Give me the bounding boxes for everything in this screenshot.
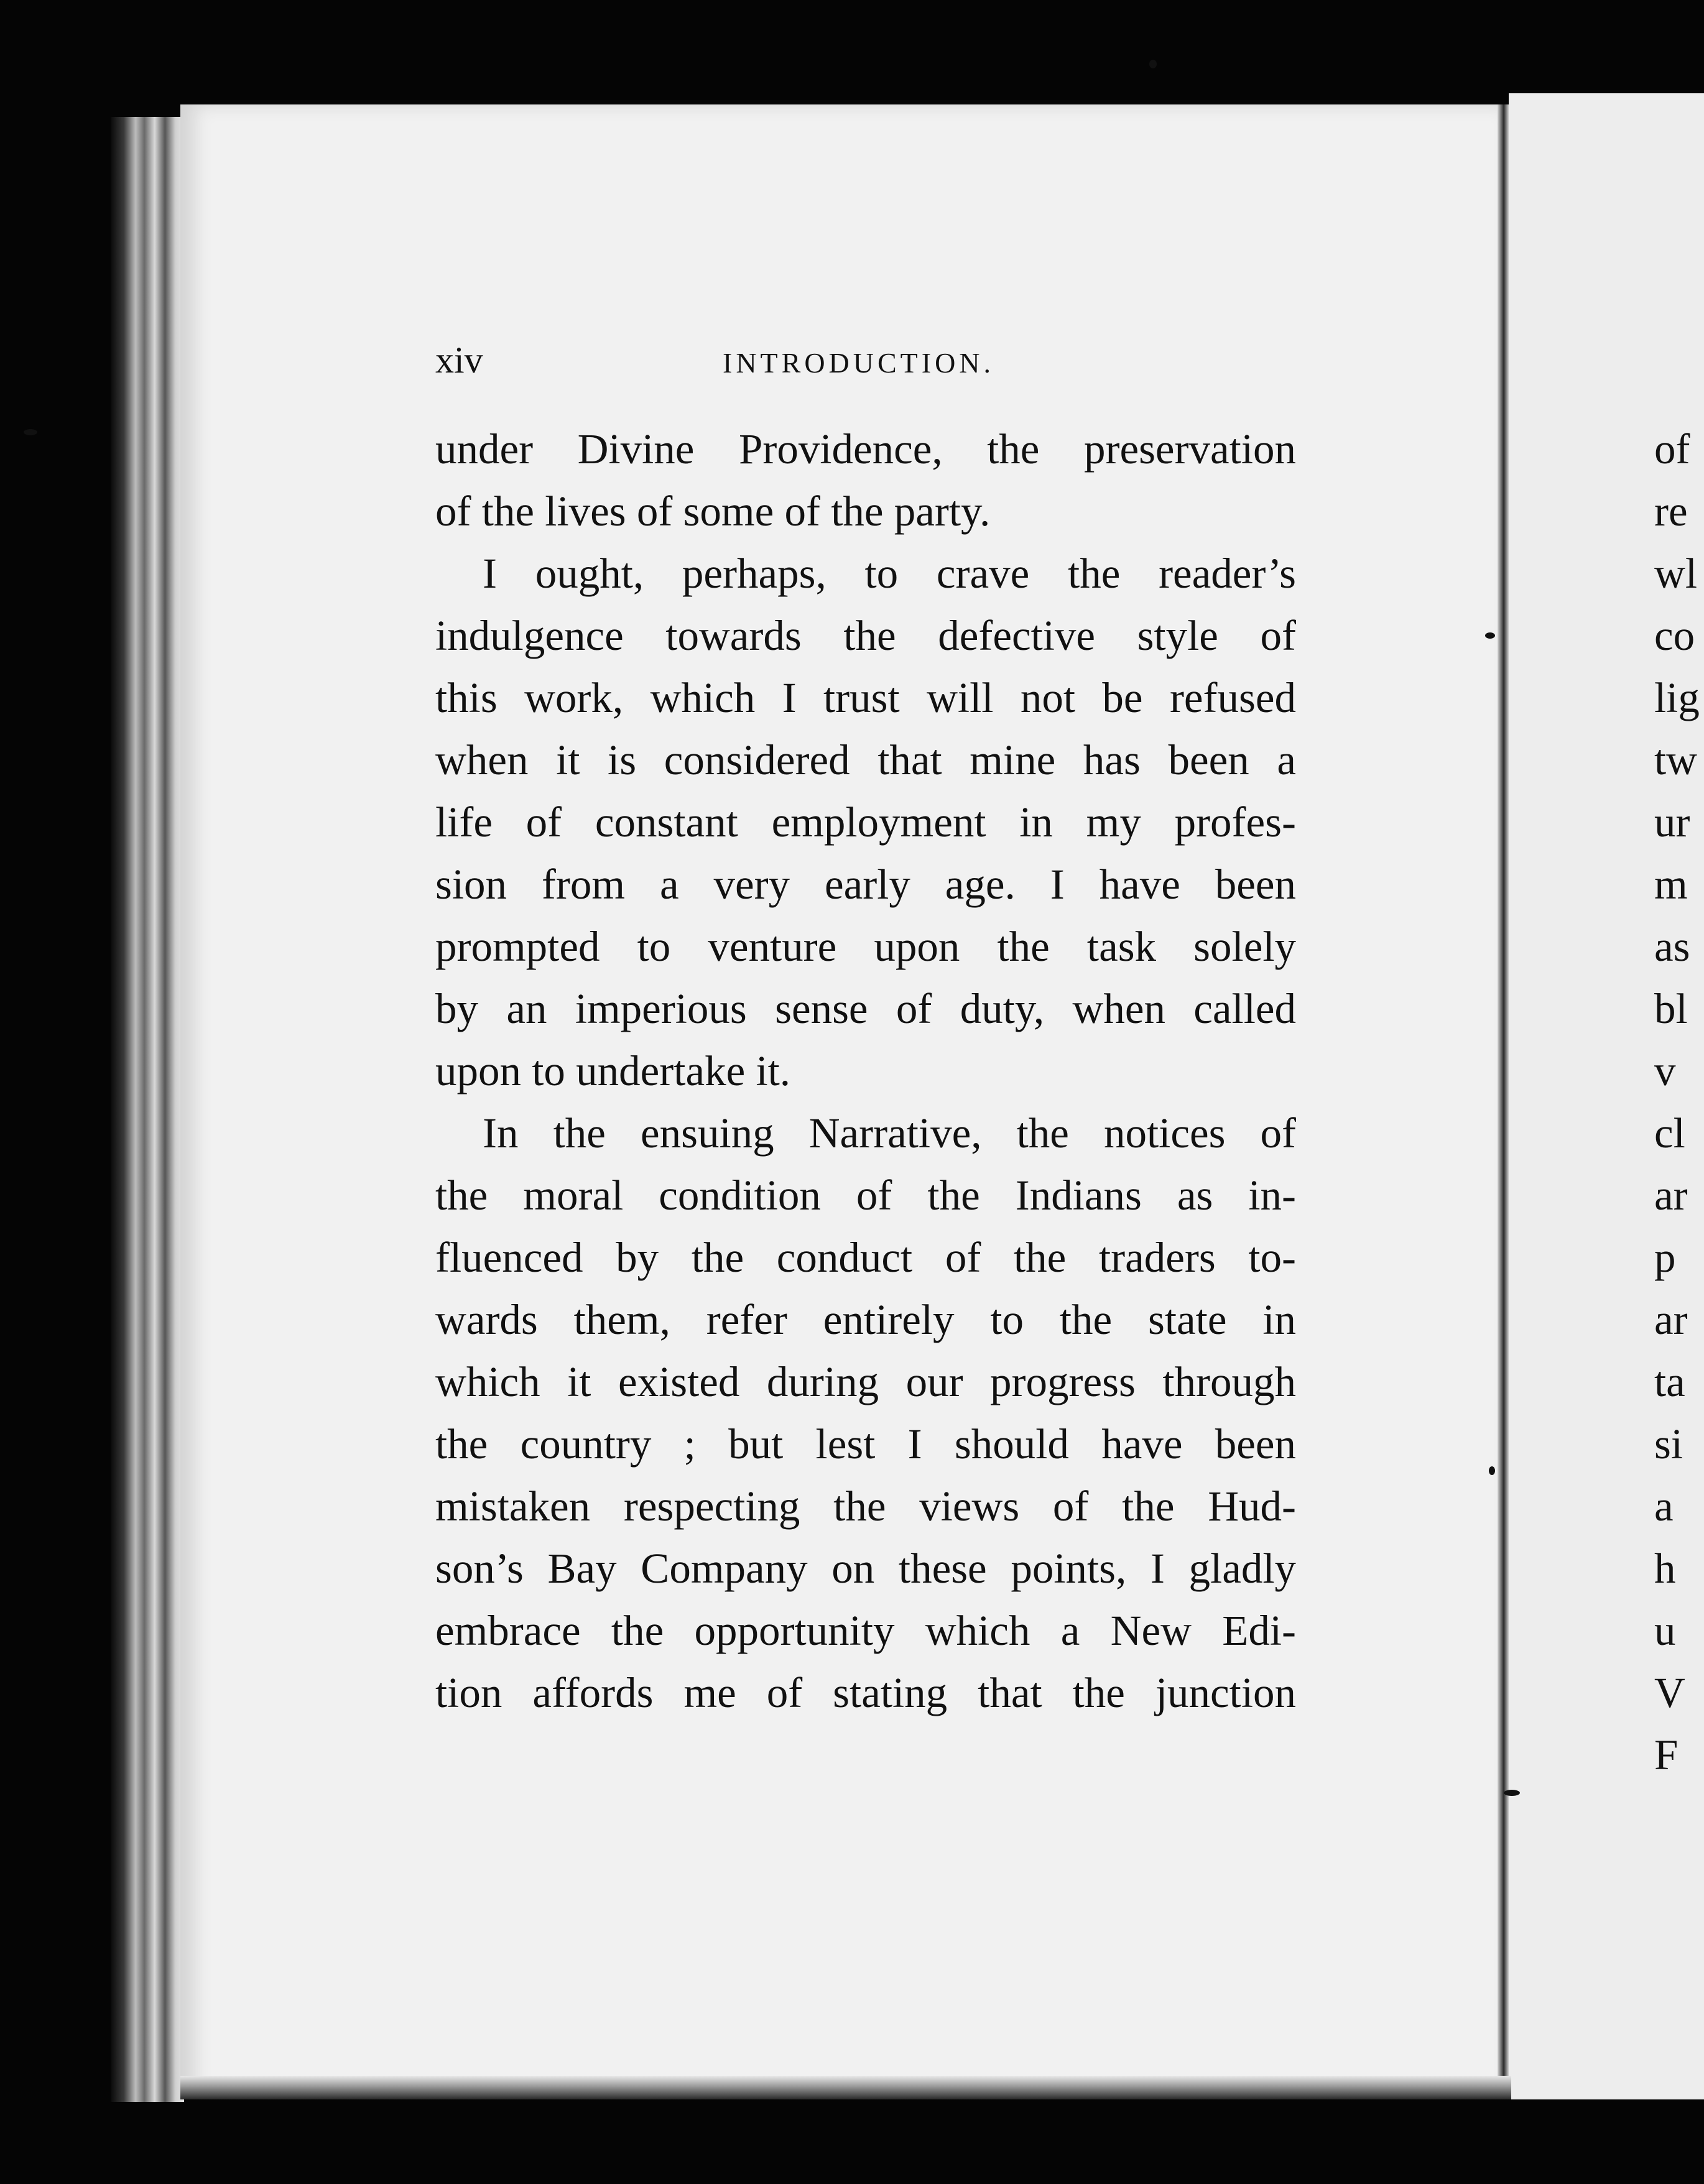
ink-speck (24, 429, 37, 435)
text-line: the country ; but lest I should have been (435, 1420, 1296, 1468)
facing-text-fragment: h (1654, 1545, 1676, 1592)
facing-text-fragment: co (1654, 612, 1695, 659)
running-head: INTRODUCTION. (723, 347, 995, 379)
text-line: under Divine Providence, the preservation (435, 425, 1296, 473)
facing-text-fragment: p (1654, 1234, 1676, 1281)
facing-text-fragment: tw (1654, 736, 1697, 784)
text-line: embrace the opportunity which a New Edi- (435, 1607, 1296, 1654)
facing-text-fragment: as (1654, 923, 1690, 970)
ink-speck (1149, 60, 1157, 68)
text-line: wards them, refer entirely to the state in (435, 1296, 1296, 1343)
facing-text-fragment: si (1654, 1420, 1683, 1468)
text-line: mistaken respecting the views of the Hud- (435, 1483, 1296, 1530)
facing-text-fragment: m (1654, 861, 1688, 908)
facing-text-fragment: v (1654, 1047, 1676, 1094)
text-line: when it is considered that mine has been a (435, 736, 1296, 784)
text-line: fluenced by the conduct of the traders to- (435, 1234, 1296, 1281)
body-text (435, 418, 1296, 1724)
page-header (435, 326, 1300, 389)
text-line: I ought, perhaps, to crave the reader’s (483, 550, 1296, 597)
facing-text-fragment: lig (1654, 674, 1700, 721)
facing-text-fragment: cl (1654, 1109, 1685, 1157)
facing-text-fragment: ur (1654, 798, 1690, 846)
facing-text-fragment: bl (1654, 985, 1688, 1032)
text-line: the moral condition of the Indians as in- (435, 1172, 1296, 1219)
facing-text-fragment: wl (1654, 550, 1697, 597)
facing-text-fragment: V (1654, 1669, 1685, 1716)
text-line: of the lives of some of the party. (435, 488, 991, 535)
facing-text-fragment: ta (1654, 1358, 1685, 1405)
book-gutter (1498, 104, 1509, 2099)
facing-text-fragment: ar (1654, 1172, 1688, 1219)
text-line: life of constant employment in my profes- (435, 798, 1296, 846)
facing-text-fragment: F (1654, 1731, 1679, 1779)
page-number: xiv (435, 340, 483, 381)
facing-page-text (1654, 418, 1704, 1786)
bottom-page-edge (180, 2076, 1511, 2099)
facing-text-fragment: of (1654, 425, 1690, 473)
facing-text-fragment: u (1654, 1607, 1676, 1654)
text-line: by an imperious sense of duty, when called (435, 985, 1296, 1032)
ink-speck (1485, 632, 1495, 639)
text-line: son’s Bay Company on these points, I gladly (435, 1545, 1296, 1592)
text-line: this work, which I trust will not be refused (435, 674, 1296, 721)
text-line: In the ensuing Narrative, the notices of (483, 1109, 1296, 1157)
ink-speck (1504, 1790, 1520, 1796)
text-line: sion from a very early age. I have been (435, 861, 1296, 908)
text-line: upon to undertake it. (435, 1047, 791, 1094)
text-line: tion affords me of stating that the junction (435, 1669, 1296, 1716)
text-line: indulgence towards the defective style of (435, 612, 1296, 659)
facing-text-fragment: a (1654, 1483, 1674, 1530)
ink-speck (1489, 1466, 1495, 1475)
facing-text-fragment: ar (1654, 1296, 1688, 1343)
left-page-edge (111, 117, 184, 2102)
facing-text-fragment: re (1654, 488, 1688, 535)
text-line: which it existed during our progress through (435, 1358, 1296, 1405)
text-line: prompted to venture upon the task solely (435, 923, 1296, 970)
